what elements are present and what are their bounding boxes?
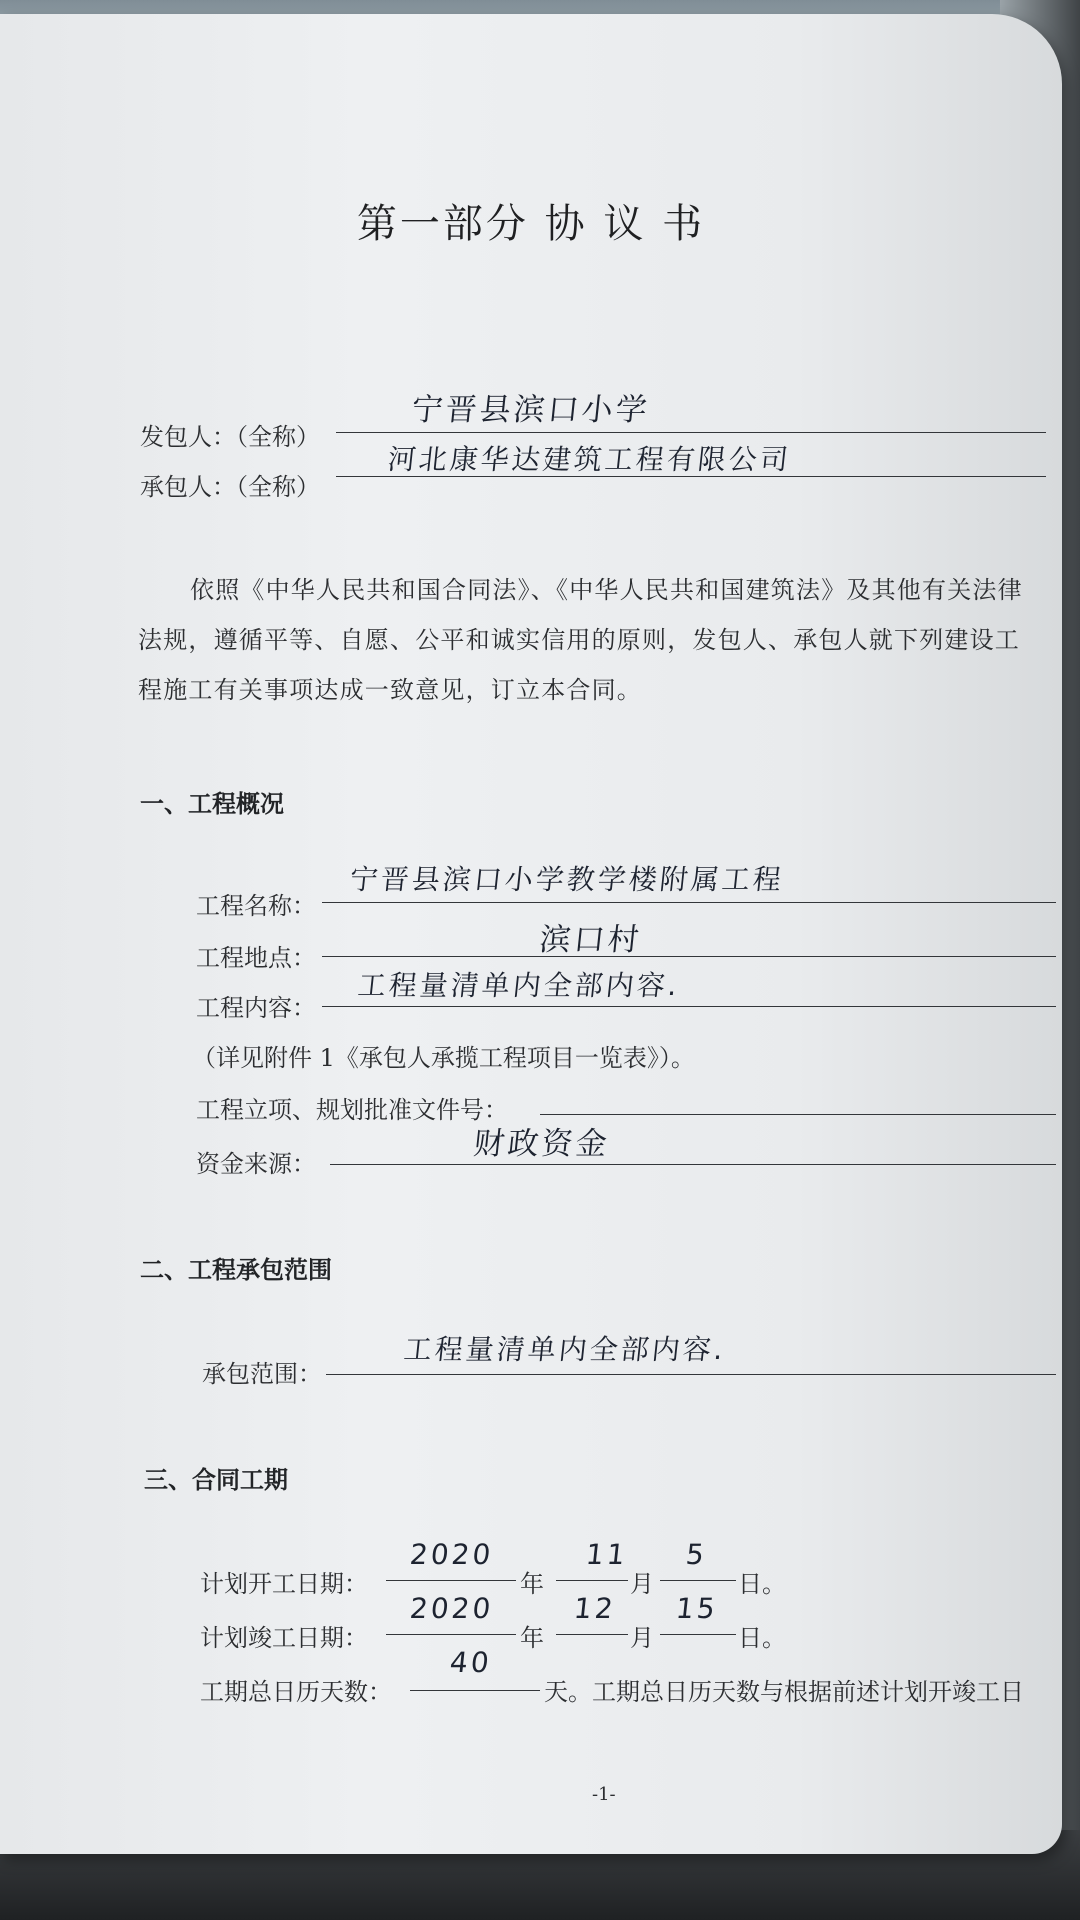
finish-date-label: 计划竣工日期： [200,1624,368,1652]
start-year-unit: 年 [520,1570,544,1598]
project-location-label: 工程地点： [196,944,316,972]
finish-year-value: 2020 [408,1592,495,1625]
start-month-unit: 月 [630,1570,654,1598]
intro-line-1: 依照《中华人民共和国合同法》、《中华人民共和国建筑法》及其他有关法律 [190,576,1023,604]
start-month-value: 11 [584,1538,630,1571]
contract-page [0,14,1062,1854]
duration-label: 工期总日历天数： [200,1678,392,1706]
finish-day-value: 15 [674,1592,720,1625]
approval-number-underline [540,1114,1056,1115]
project-content-underline [322,1006,1056,1007]
scope-label: 承包范围： [202,1360,322,1388]
project-name-label: 工程名称： [196,892,316,920]
project-location-underline [322,956,1056,957]
finish-day-unit: 日。 [738,1624,786,1652]
start-day-underline [660,1580,736,1581]
scope-underline [326,1374,1056,1375]
intro-line-3: 程施工有关事项达成一致意见，订立本合同。 [138,676,642,704]
employer-underline [336,432,1046,433]
finish-month-unit: 月 [630,1624,654,1652]
duration-underline [410,1690,540,1691]
start-year-value: 2020 [408,1538,495,1571]
duration-value: 40 [448,1646,494,1679]
page-number: -1- [592,1784,616,1805]
project-name-underline [322,902,1056,903]
intro-line-2: 法规，遵循平等、自愿、公平和诚实信用的原则，发包人、承包人就下列建设工 [138,626,1020,654]
project-content-label: 工程内容： [196,994,316,1022]
contractor-label: 承包人：（全称） [140,473,320,501]
contractor-value: 河北康华达建筑工程有限公司 [386,443,793,476]
scope-value: 工程量清单内全部内容. [402,1333,728,1366]
start-year-underline [386,1580,516,1581]
project-location-value: 滨口村 [537,922,644,958]
project-name-value: 宁晋县滨口小学教学楼附属工程 [348,863,786,896]
start-day-value: 5 [684,1538,709,1571]
section-2-heading: 二、工程承包范围 [140,1256,332,1284]
start-month-underline [556,1580,628,1581]
page-title: 第一部分 协 议 书 [356,201,706,247]
employer-value: 宁晋县滨口小学 [409,392,652,428]
start-date-label: 计划开工日期： [200,1570,368,1598]
section-1-heading: 一、工程概况 [140,790,284,818]
funding-source-underline [330,1164,1056,1165]
finish-month-value: 12 [572,1592,618,1625]
finish-year-underline [386,1634,516,1635]
section-3-heading: 三、合同工期 [144,1466,288,1494]
finish-year-unit: 年 [520,1624,544,1652]
employer-label: 发包人：（全称） [140,423,320,451]
duration-suffix: 天。工期总日历天数与根据前述计划开竣工日 [544,1678,1024,1706]
start-day-unit: 日。 [738,1570,786,1598]
funding-source-value: 财政资金 [471,1126,612,1162]
contractor-underline [336,476,1046,477]
project-content-value: 工程量清单内全部内容. [356,969,682,1002]
approval-number-label: 工程立项、规划批准文件号： [196,1096,508,1124]
detail-note: （详见附件 1《承包人承揽工程项目一览表》）。 [192,1044,695,1072]
finish-month-underline [556,1634,628,1635]
finish-day-underline [660,1634,736,1635]
funding-source-label: 资金来源： [196,1150,316,1178]
